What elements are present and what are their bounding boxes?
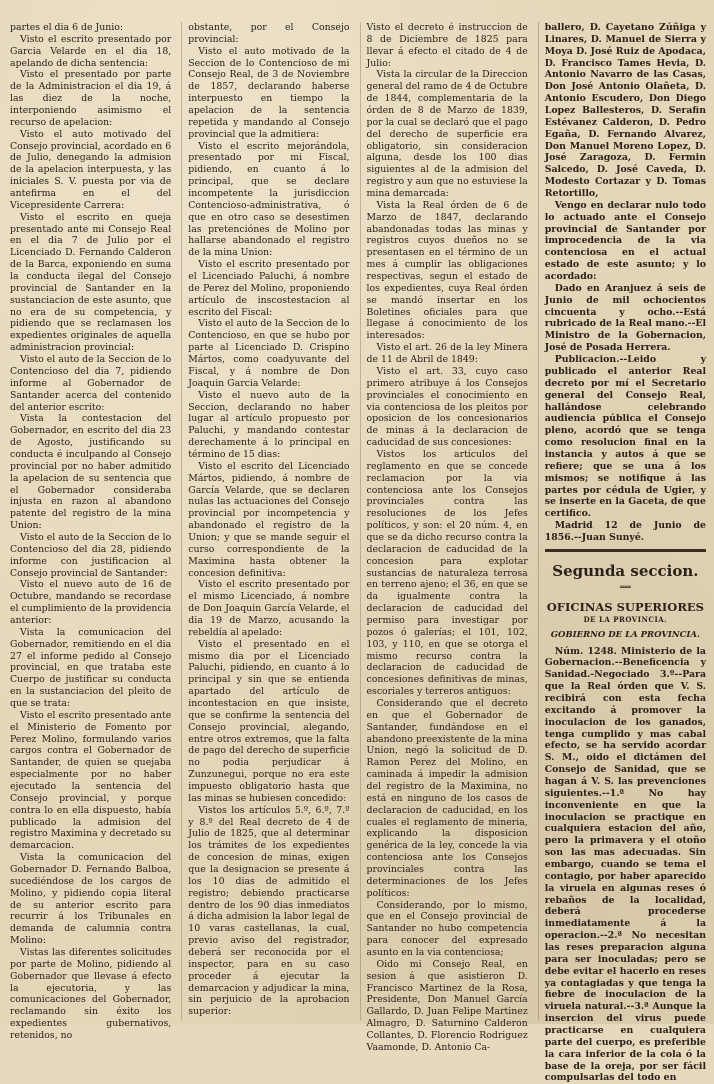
- paragraph: obstante, por el Consejo provincial:: [188, 22, 350, 45]
- provincia-subheading: DE LA PROVINCIA.: [583, 614, 668, 624]
- paragraph: Visto el auto de la Seccion de lo Contencioso del dia 28, pidiendo informe con justificacion al Consejo provincial de Santander:: [10, 531, 172, 579]
- paragraph: Visto el escrito en queja presentado ante mi Consejo Real en el dia 7 de Julio por el Licenciado D. Fernando Calderon de la Barca, exponiendo en suma la conducta ilegal del Consejo provincial de Santander en la sustanciacion de este asunto, que no era de su competencia, y pidiendo que se reclamasen los expedientes originales de aquella administracion provincial:: [10, 211, 172, 354]
- paragraph: Visto el nuevo auto de 16 de Octubre, mandando se recordase el cumplimiento de la providencia anterior:: [10, 579, 172, 626]
- column-1: [10, 22, 172, 1042]
- oficinas-heading: OFICINAS SUPERIORES: [546, 600, 704, 615]
- section-title: Segunda seccion.: [552, 561, 699, 580]
- paragraph: Visto el escrito presentado ante el Ministerio de Fomento por Perez Molino, formulando varios cargos contra el Gobernador de Santander, de quien se quejaba especialmente por no haber ejecutado la sentencia del Consejo provincial, y porque contra lo en ella dispuesto, había publicado la admision del registro Maximina y decretado su demarcacion.: [10, 709, 172, 852]
- paragraph: Vista la Real órden de 6 de Marzo de 1847, declarando abandonadas todas las minas y registros cuyos dueños no se presentasen en el término de un mes á cumplir las obligaciones respectivas, segun el estado de los expedientes, cuya Real órden se mandó insertar en los Boletines oficiales para que llegase á conocimiento de los interesados:: [366, 199, 528, 342]
- gobierno-heading: GOBIERNO DE LA PROVINCIA.: [550, 629, 700, 640]
- column-3: [360, 22, 528, 1053]
- paragraph: Vistos los artículos 5.º, 6.º, 7.º y 8.º del Real decreto de 4 de Julio de 1825, que al determinar los trámites de los expedientes de concesion de minas, exigen que la designacion se presente á los 10 dias de admitido el registro; debiendo practicarse dentro de los 90 dias inmediatos á dicha admision la labor legal de 10 varas castellanas, la cual, previo aviso del registrador, deberá ser reconocida por el inspector, para en su caso proceder á ejecutar la demarcacion y adjudicar la mina, sin perjuicio de la aprobacion superior:: [188, 804, 350, 1018]
- paragraph: Visto el nuevo auto de la Seccion, declarando no haber lugar al artículo propuesto por Paluchi, y mandando contestar derechamente á lo principal en término de 15 dias:: [188, 389, 350, 460]
- paragraph: ballero, D. Cayetano Zúñiga y Linares, D. Manuel de Sierra y Moya D. José Ruiz de Apodaca, D. Francisco Tames Hevia, D. Antonio Navarro de las Casas, Don José Antonio Olañeta, D. Antonio Escudero, Don Diego Lopez Ballesteros, D. Serafin Estévanez Calderon, D. Pedro Egaña, D. Fernando Alvarez, Don Manuel Moreno Lopez, D. José Zaragoza, D. Fermin Salcedo, D. José Caveda, D. Modesto Cortazar y D. Tomas Retortillo,: [544, 22, 706, 200]
- paragraph: Vistas las diferentes solicitudes por parte de Molino, pidiendo al Gobernador que llevase á efecto la ejecutoria, y las comunicaciones del Gobernador, reclamando sin éxito los expedientes gubernativos, retenidos, no: [10, 947, 172, 1042]
- paragraph: Visto el auto motivado del Consejo provincial, acordado en 6 de Julio, denegando la admision de la apelacion interpuesta, y las iniciales S. V. puesta por via de antefirma en el del Vicepresidente Carrera:: [10, 128, 172, 211]
- paragraph: Visto el art. 26 de la ley Minera de 11 de Abril de 1849:: [366, 342, 528, 366]
- paragraph: Visto el art. 33, cuyo caso primero atribuye á los Consejos provinciales el conocimiento en via contenciosa de los pleitos por oposicion de los concesionarios de minas á la declaracion de caducidad de sus concesiones:: [366, 365, 528, 449]
- paragraph: Vista la comunicacion del Gobernador D. Fernando Balboa, sucediéndose de los cargos de Molino, y pidiendo copia literal de su anterior escrito para recurrir á los Tribunales en demanda de calumnia contra Molino:: [10, 852, 172, 947]
- paragraph: Vista la circular de la Direccion general del ramo de 4 de Octubre de 1844, complementaria de la órden de 8 de Marzo de 1839, por la cual se declaró que el pago del derecho de superficie era obligatorio, sin consideracion alguna, desde los 100 dias siguientes al de la admision del registro y aun que no estuviese la mina demarcada:: [366, 69, 528, 200]
- section-divider: [545, 549, 706, 552]
- paragraph: partes el dia 6 de Junio:: [10, 22, 124, 33]
- paragraph: Visto el auto motivado de la Seccion de lo Contencioso de mi Consejo Real, de 3 de Noviembre de 1857, declarando haberse interpuesto en tiempo la apelacion de la sentencia repetida y mandando al Consejo provincial que la admitiera:: [188, 45, 350, 140]
- paragraph: Dado en Aranjuez á seis de Junio de mil ochocientos cincuenta y ocho.--Está rubricado de la Real mano.--El Ministro de la Gobernacion, José de Posada Herrera.: [544, 282, 706, 354]
- paragraph: Visto el escrito mejorándola, presentado por mi Fiscal, pidiendo, en cuanto á lo principal, que se declare incompetente la jurisdiccion Contencioso-administrativa, ó que en otro caso se desestimen las pretenciónes de Molino por hallarse abandonado el registro de la mina Union:: [188, 140, 350, 259]
- paragraph: Visto el escrito del Licenciado Mártos, pidiendo, á nombre de García Velarde, que se declaren nulas las actuaciones del Consejo provincial por incompetencia y abandonado el registro de la Union; y que se mande seguir el curso correspondiente de la Maximina hasta obtener la concesion definitiva:: [188, 460, 350, 579]
- section-ornament: ══: [619, 582, 631, 593]
- paragraph: Considerando que el decreto en que el Gobernador de Santander, fundándose en el abandono preexistente de la mina Union, negó la solicitud de D. Ramon Perez del Molino, en caminada á impedir la admision del registro de la Maximina, no está en ninguno de los casos de declaracion de caducidad, en los cuales el reglamento de mineria, explicando la disposicion genérica de la ley, concede la via contenciosa ante los Consejos provinciales contra las determinaciones de los Jefes políticos:: [366, 697, 528, 899]
- circular-paragraph: Núm. 1248. Ministerio de la Gobernacion.--Beneficencia y Sanidad.-Negociado 3.º--Para que la Real órden que V. S. recibirá con esta fecha excitando á promover la inoculacion de los ganados, tenga cumplido y mas cabal efecto, se ha servido acordar S. M., oido el dictámen del Consejo de Sanidad, que se hagan á V. S. las prevenciones siguientes.--1.ª No hay inconveniente en que la inoculacion se practique en cualquiera estacion del año, pero la primavera y el otoño son las mas adecuadas. Sin embargo, cuando se tema el contagio, por haber aparecido la viruela en algunas reses ó rebaños de la localidad, deberá procederse inmediatamente á la operacion.--2.ª No necesitan las reses preparacion alguna para ser inoculadas; pero se debe evitar el hacerlo en reses ya contagiadas y que tenga la fiebre de inoculacion de la viruela natural.--3.ª Aunque la insercion del virus puede practicarse en cualquiera parte del cuerpo, es preferible la cara inferior de la cola ó la base de la oreja, por ser fácil compulsarlas del todo en: [544, 645, 706, 1084]
- paragraph: Considerando, por lo mismo, que en el Consejo provincial de Santander no hubo competencia para conocer del expresado asunto en la via contenciosa;: [366, 899, 528, 959]
- paragraph: Visto el escrito presentado por el Licenciado Paluchi, á nombre de Perez del Molino, proponiendo artículo de inscostestacion al escrito del Fiscal:: [188, 259, 350, 318]
- paragraph: Oido mi Consejo Real, en sesion á que asistieron D. Francisco Martinez de la Rosa, Presidente, Don Manuel García Gallardo, D. Juan Felipe Martinez Almagro, D. Saturnino Calderon Collantes, D. Florencio Rodriguez Vaamonde, D. Antonio Ca-: [366, 958, 528, 1053]
- column-2: [181, 22, 349, 1020]
- paragraph: Vengo en declarar nulo todo lo actuado ante el Consejo provincial de Santander por improcedencia de la via contenciosa en el actual estado de este asunto; y lo acordado:: [544, 199, 706, 283]
- paragraph: Visto el escrito presentado por el mismo Licenciado, á nombre de Don Joaquin García Velarde, el dia 19 de Marzo, acusando la rebeldía al apelado:: [188, 579, 350, 638]
- paragraph: Visto el decreto é instruccion de 8 de Diciembre de 1825 para llevar á efecto el citado de 4 de Julio:: [366, 22, 528, 69]
- paragraph: Vistos los artículos del reglamento en que se concede reclamacion por la via contenciosa ante los Consejos provinciales contra las resoluciones de los Jefes políticos, y son: el 20 núm. 4, en que se da dicho recurso contra la declaracion de caducidad de la concesion para explotar sustancias de naturaleza terrosa en terreno ajeno; el 36, en que se da igualmente contra la declaracion de caducidad del permiso para investigar por pozos ó galerías; el 101, 102, 103, y 110, en que se otorga el mismo recurso contra la declaracion de caducidad de concesiones definitivas de minas, escoriales y terreros antiguos:: [366, 448, 528, 698]
- paragraph: Vista la contestacion del Gobernador, en escrito del dia 23 de Agosto, justificando su conducta é inculpando al Consejo provincial por no haber admitido la apelacion de su sentencia que el Gobernador consideraba injusta en razon al abandono patente del registro de la mina Union:: [10, 413, 172, 532]
- column-4: [538, 22, 706, 1084]
- paragraph: Visto el presentado por parte de la Administracion el dia 19, á las diez de la noche, interponiendo asimismo el recurso de apelacion:: [10, 69, 172, 128]
- paragraph: Publicacion.--Leido y publicado el anterior Real decreto por mí el Secretario general del Consejo Real, hallándose celebrando audiencia pública el Consejo pleno, acordó que se tenga como resolucion final en la instancia y autos á que se refiere; que se una á los mismos; se notifique á las partes por cédula de Ugier, y se inserte en la Gaceta, de que certifico.: [544, 354, 706, 520]
- columns: [10, 22, 706, 1084]
- paragraph: Visto el presentado en el mismo dia por el Licenciado Paluchi, pidiendo, en cuanto á lo principal y sin que se entienda apartado del artículo de incontestacion en que insiste, que se confirme la sentencia del Consejo provincial, alegando, entre otros extremos, que la falta de pago del derecho de superficie no podia perjudicar á Zunzunegui, porque no era este impuesto obligatorio hasta que las minas se hubiesen concedido:: [188, 638, 350, 804]
- paragraph: Visto el escrito presentado por Garcia Velarde en el dia 18, apelando de dicha sentencia:: [10, 33, 172, 69]
- paragraph: Visto el auto de la Seccion de lo Contencioso del dia 7, pidiendo informe al Gobernador de Santander acerca del contenido del anterior escrito:: [10, 354, 172, 413]
- paragraph: Visto el auto de la Seccion de lo Contencioso, en que se hubo por parte al Licenciado D. Crispino Mártos, como coadyuvante del Fiscal, y á nombre de Don Joaquin Garcia Velarde:: [188, 318, 350, 389]
- paragraph: Vista la comunicacion del Gobernador, remitiendo en el dia 27 el informe pedido al Consejo provincial, en que trataba este Cuerpo de justificar su conducta en la sustanciacion del pleito de que se trata:: [10, 626, 172, 709]
- signature-line: Madrid 12 de Junio de 1856.--Juan Sunyé.: [544, 520, 706, 543]
